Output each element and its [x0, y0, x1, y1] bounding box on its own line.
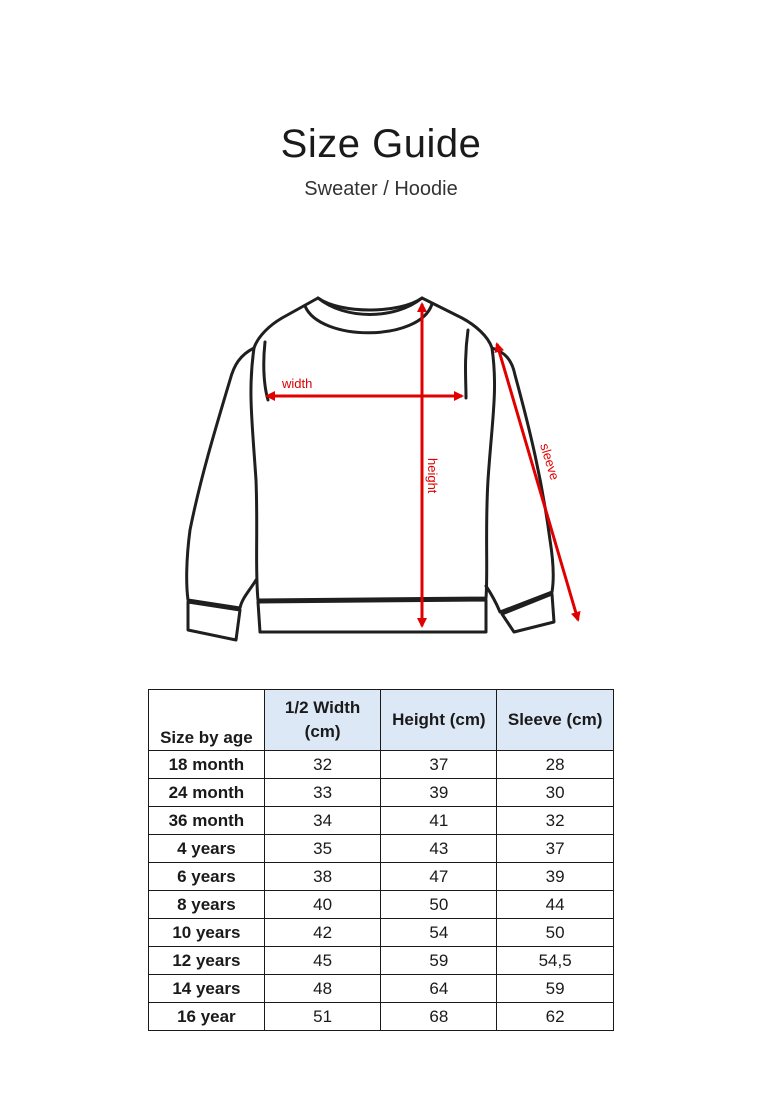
sleeve-cell: 54,5 — [497, 947, 614, 975]
sweater-measurement-diagram-icon — [170, 280, 600, 660]
height-cell: 50 — [381, 891, 497, 919]
size-cell: 4 years — [149, 835, 265, 863]
height-cell: 37 — [381, 751, 497, 779]
sweater-collar — [305, 304, 432, 333]
size-cell: 10 years — [149, 919, 265, 947]
column-header-width-line1: 1/2 Width — [284, 698, 361, 717]
sleeve-cell: 30 — [497, 779, 614, 807]
table-header-row — [149, 690, 614, 751]
table-row — [149, 751, 614, 779]
width-cell: 38 — [264, 863, 381, 891]
height-cell: 54 — [381, 919, 497, 947]
width-cell: 32 — [264, 751, 381, 779]
sleeve-cell: 37 — [497, 835, 614, 863]
width-cell: 42 — [264, 919, 381, 947]
height-cell: 43 — [381, 835, 497, 863]
table-body — [149, 751, 614, 1031]
sleeve-label: sleeve — [537, 441, 563, 482]
width-cell: 34 — [264, 807, 381, 835]
table-row — [149, 975, 614, 1003]
column-header-sleeve: Sleeve (cm) — [497, 690, 614, 751]
width-cell: 35 — [264, 835, 381, 863]
width-cell: 40 — [264, 891, 381, 919]
column-header-width — [264, 690, 381, 751]
size-cell: 8 years — [149, 891, 265, 919]
sleeve-cell: 28 — [497, 751, 614, 779]
left-sleeve — [187, 348, 256, 608]
size-cell: 12 years — [149, 947, 265, 975]
size-cell: 16 year — [149, 1003, 265, 1031]
sleeve-cell: 50 — [497, 919, 614, 947]
column-header-width-line2: (cm) — [304, 722, 341, 741]
waistband — [258, 600, 486, 632]
page-title: Size Guide — [280, 122, 482, 166]
size-cell: 14 years — [149, 975, 265, 1003]
column-header-size: Size by age — [149, 690, 265, 751]
sweater-body-outline — [251, 298, 495, 600]
table-row — [149, 947, 614, 975]
size-table — [148, 689, 614, 1031]
sleeve-cell: 59 — [497, 975, 614, 1003]
page-subtitle: Sweater / Hoodie — [304, 178, 458, 200]
width-label: width — [282, 376, 313, 391]
width-cell: 51 — [264, 1003, 381, 1031]
size-cell: 6 years — [149, 863, 265, 891]
height-cell: 39 — [381, 779, 497, 807]
sleeve-cell: 39 — [497, 863, 614, 891]
table-row — [149, 863, 614, 891]
height-cell: 59 — [381, 947, 497, 975]
sleeve-cell: 44 — [497, 891, 614, 919]
table-row — [149, 835, 614, 863]
table-row — [149, 779, 614, 807]
table-row — [149, 807, 614, 835]
left-cuff — [188, 602, 240, 640]
table-row — [149, 1003, 614, 1031]
right-sleeve — [486, 348, 553, 612]
height-cell: 64 — [381, 975, 497, 1003]
height-cell: 41 — [381, 807, 497, 835]
sleeve-cell: 32 — [497, 807, 614, 835]
size-cell: 24 month — [149, 779, 265, 807]
height-cell: 68 — [381, 1003, 497, 1031]
height-label: height — [425, 458, 440, 494]
size-cell: 18 month — [149, 751, 265, 779]
width-cell: 45 — [264, 947, 381, 975]
size-cell: 36 month — [149, 807, 265, 835]
sleeve-arrow — [497, 344, 578, 620]
table-row — [149, 919, 614, 947]
width-cell: 48 — [264, 975, 381, 1003]
column-header-height: Height (cm) — [381, 690, 497, 751]
height-cell: 47 — [381, 863, 497, 891]
width-cell: 33 — [264, 779, 381, 807]
sweater-illustration — [170, 280, 600, 660]
sleeve-cell: 62 — [497, 1003, 614, 1031]
table-row — [149, 891, 614, 919]
